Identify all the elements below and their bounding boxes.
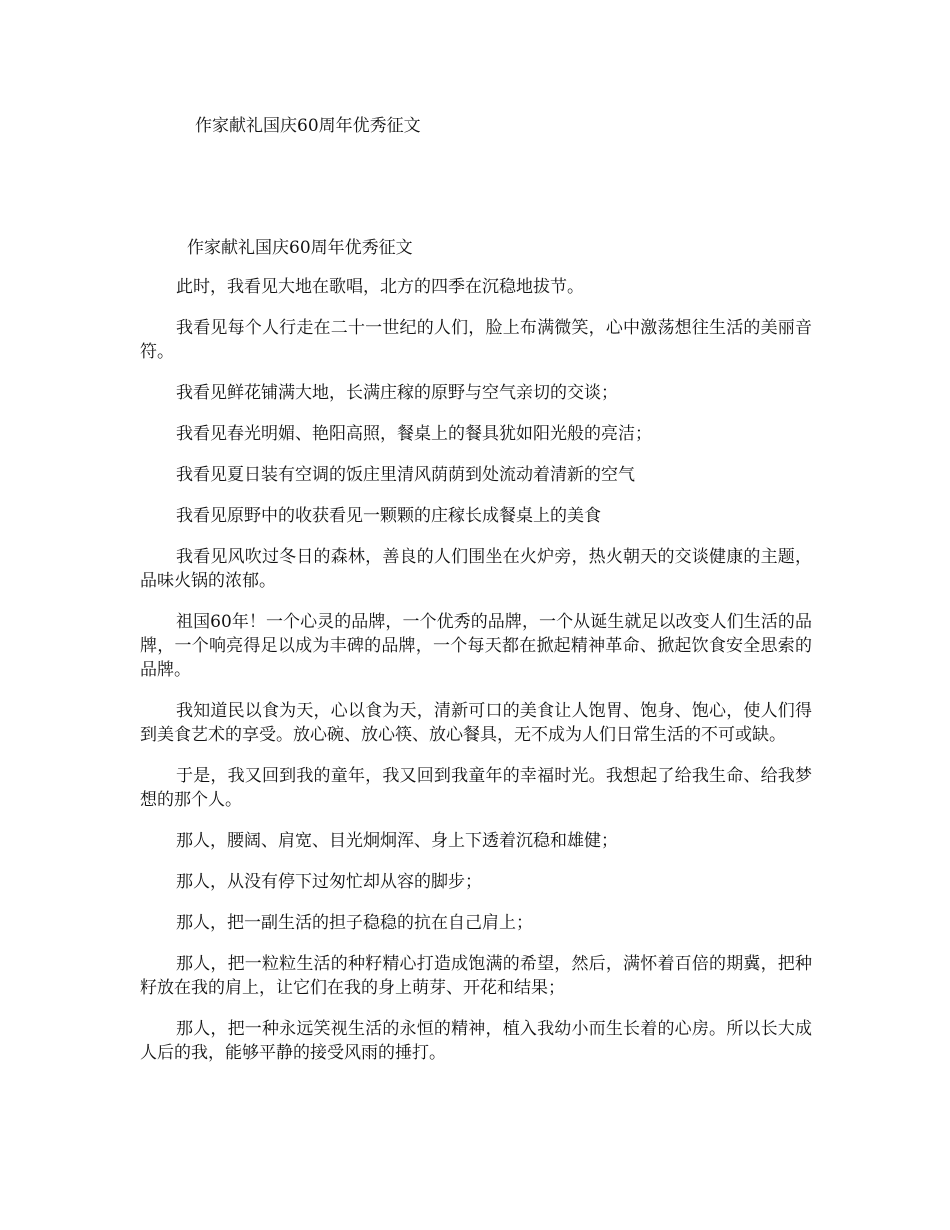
article-title: 作家献礼国庆60周年优秀征文 [187,238,413,258]
paragraph: 我看见夏日装有空调的饭庄里清风荫荫到处流动着清新的空气 [176,465,635,485]
header-title: 作家献礼国庆60周年优秀征文 [195,116,421,136]
paragraph: 于是，我又回到我的童年，我又回到我童年的幸福时光。我想起了给我生命、给我梦想的那个人。 [140,766,812,810]
paragraph: 我知道民以食为天，心以食为天，清新可口的美食让人饱胃、饱身、饱心，使人们得到美食艺术的享受。放心碗、放心筷、放心餐具，无不成为人们日常生活的不可或缺。 [140,701,812,745]
paragraph: 那人，把一种永远笑视生活的永恒的精神，植入我幼小而生长着的心房。所以长大成人后的我，能够平静的接受风雨的捶打。 [140,1019,812,1063]
paragraph: 祖国60年！一个心灵的品牌，一个优秀的品牌，一个从诞生就足以改变人们生活的品牌，一个响亮得足以成为丰碑的品牌，一个每天都在掀起精神革命、掀起饮食安全思索的品牌。 [140,612,812,680]
paragraph: 我看见原野中的收获看见一颗颗的庄稼长成餐桌上的美食 [176,506,601,526]
paragraph: 那人，把一粒粒生活的种籽精心打造成饱满的希望，然后，满怀着百倍的期冀，把种籽放在我的肩上，让它们在我的身上萌芽、开花和结果； [140,954,812,998]
paragraph: 我看见风吹过冬日的森林，善良的人们围坐在火炉旁，热火朝天的交谈健康的主题，品味火锅的浓郁。 [140,547,812,591]
paragraph: 我看见鲜花铺满大地，长满庄稼的原野与空气亲切的交谈； [176,383,618,403]
paragraph: 我看见春光明媚、艳阳高照，餐桌上的餐具犹如阳光般的亮洁； [176,424,652,444]
paragraph: 那人，腰阔、肩宽、目光炯炯浑、身上下透着沉稳和雄健； [176,831,618,851]
paragraph: 我看见每个人行走在二十一世纪的人们，脸上布满微笑，心中激荡想往生活的美丽音符。 [140,318,812,362]
paragraph: 此时，我看见大地在歌唱，北方的四季在沉稳地拔节。 [176,277,584,297]
paragraph: 那人，把一副生活的担子稳稳的抗在自己肩上； [176,913,533,933]
paragraph: 那人，从没有停下过匆忙却从容的脚步； [176,872,482,892]
article-body [140,236,812,1082]
